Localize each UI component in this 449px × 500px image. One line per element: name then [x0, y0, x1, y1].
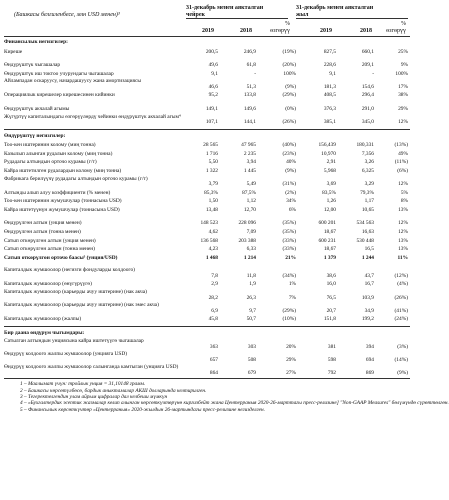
table-row [4, 91, 410, 100]
quarter-header: 31-декабрь менен аякталган чейрек [186, 5, 264, 18]
row-value: 7,8 [211, 273, 218, 280]
quarter-header-rule [186, 18, 288, 19]
row-value: 1,50 [208, 198, 218, 205]
row-value: 1 716 [205, 150, 218, 157]
row-value: 133,8 [243, 92, 256, 99]
row-value: 20% [286, 343, 296, 350]
row-label: Операциялык кирешелер кирешесинен кийинки [4, 92, 115, 99]
row-value: 7% [288, 294, 296, 301]
table-row [4, 254, 410, 263]
row-value: 21% [285, 254, 296, 261]
row-value: 660,1 [361, 48, 374, 55]
row-label: Айлампадан оскаруусу, начардашуусу жана амортизациясы [4, 78, 141, 85]
row-value: 530 448 [356, 237, 374, 244]
row-value: 679 [247, 369, 256, 376]
table-row [4, 189, 410, 198]
row-value: 228,6 [323, 62, 336, 69]
row-value: - [372, 70, 374, 77]
year-header: 31-декабрь менен аякталган жыл [296, 5, 374, 18]
row-value: (19%) [282, 48, 296, 55]
row-value: 1,12 [246, 198, 256, 205]
row-label: Сатылган алтындын унциясына кайра иштетүүгө чыгашалар [4, 338, 144, 345]
table-row [4, 176, 410, 189]
row-label: Капиталдык жумшоолор (карьерды ачуу иштерине) (нак эмес акча) [4, 302, 159, 308]
footnote: 2 – Башкасы көрсөтүлбөсө, бардык аныктамалар АКШ долларында келтирилген. [20, 387, 207, 394]
row-label: Кайра иштетүүнүн жумушчулар (тоннасына USD) [4, 206, 120, 213]
section-divider [4, 326, 410, 327]
row-label: Өндүрүү колдоого жалпы жумшоолор (унцияга USD) [4, 351, 128, 358]
row-label: Алтынды алып алуу коэффициенти (% менен) [4, 189, 111, 196]
section-title [4, 38, 410, 47]
row-value: (34%) [282, 273, 296, 280]
table-row [4, 158, 410, 167]
row-label: Казылып алынган рудалын колому (миң тонна) [4, 150, 113, 157]
col-pct-y: % өзгөрүү [386, 21, 406, 34]
row-label: Тоо-кен иштеринин жумушчулар (тоннасына USD) [4, 198, 122, 205]
row-value: (26%) [394, 294, 408, 301]
row-value: - [254, 70, 256, 77]
row-value: 200,5 [205, 48, 218, 55]
row-value: 8% [400, 198, 408, 205]
row-value: 7,356 [361, 150, 374, 157]
row-value: 345,0 [361, 119, 374, 126]
row-value: 144,1 [243, 119, 256, 126]
table-row [4, 206, 410, 215]
row-value: 148 523 [200, 220, 218, 227]
row-value: 408,5 [323, 92, 336, 99]
row-value: (41%) [394, 307, 408, 314]
row-value: 363 [209, 343, 218, 350]
row-value: 9% [400, 62, 408, 69]
row-value: 2,91 [326, 159, 336, 166]
row-value: 13% [398, 206, 408, 213]
table-row [4, 48, 410, 57]
row-value: 199,2 [361, 316, 374, 322]
row-value: 13,48 [205, 206, 218, 213]
row-value: 827,5 [323, 48, 336, 55]
row-value: 296,4 [361, 92, 374, 99]
table-row [4, 302, 410, 315]
row-value: 45,8 [208, 316, 218, 322]
row-value: 534 563 [356, 220, 374, 227]
row-value: 209,1 [361, 62, 374, 69]
section-title-text: Өндүрүштүү негизгилер: [4, 132, 66, 139]
row-label: Өндүрүлгөн алтын (унция менен) [4, 220, 82, 227]
row-value: 1 445 [243, 168, 256, 174]
row-value: 61,8 [246, 62, 256, 69]
row-value: (26%) [282, 119, 296, 126]
row-value: 5,968 [323, 168, 336, 174]
row-value: 16,7 [364, 281, 374, 288]
row-value: 394 [365, 343, 374, 350]
header-rule [4, 36, 410, 37]
table-row [4, 289, 410, 302]
row-value: (3%) [397, 343, 408, 350]
footnote: 1 – Маалымат үчүн: тройлык унция = 31,10148 грамм. [20, 381, 146, 388]
row-value: 100% [395, 70, 408, 77]
row-label: Өндүрүү колдоого жалпы жумшоолор салынганда камтыган (унцияга USD) [4, 364, 179, 371]
row-value: 10,65 [361, 206, 374, 213]
row-value: 103,9 [361, 294, 374, 301]
row-value: (33%) [282, 246, 296, 253]
row-value: 13% [398, 246, 408, 253]
row-value: 49,6 [208, 62, 218, 69]
row-value: 3,26 [364, 159, 374, 166]
row-value: 508 [247, 356, 256, 363]
row-value: 3,69 [326, 181, 336, 188]
row-value: 16,5 [364, 246, 374, 253]
row-value: 18,67 [323, 229, 336, 235]
row-value: 2 235 [243, 150, 256, 157]
row-value: 6,325 [361, 168, 374, 174]
row-value: (6%) [397, 168, 408, 174]
row-value: 20,7 [326, 307, 336, 314]
table-row [4, 141, 410, 150]
row-value: 864 [209, 369, 218, 376]
row-label: Киреше [4, 48, 23, 55]
row-value: (11%) [394, 159, 408, 166]
row-value: (13%) [394, 142, 408, 149]
row-label: Рудадагы алтындын орточо курамы (г/т) [4, 159, 97, 166]
table-row [4, 364, 410, 377]
col-year-2018-q: 2018 [240, 28, 252, 34]
row-value: 1% [288, 281, 296, 288]
row-value: 151,8 [323, 316, 336, 322]
row-value: 25% [398, 48, 408, 55]
col-year-2019-y: 2019 [320, 28, 332, 34]
row-value: 46,6 [208, 84, 218, 91]
row-value: (23%) [282, 150, 296, 157]
row-value: 6% [288, 206, 296, 213]
row-value: 49% [398, 150, 408, 157]
row-value: 27% [286, 369, 296, 376]
row-value: 12% [398, 181, 408, 188]
row-label: Капиталдык жумшоолор (карьерды ачуу иштерине) (нак акча) [4, 289, 147, 295]
row-value: 50,7 [246, 316, 256, 322]
col-pct-q: % өзгөрүү [270, 21, 290, 34]
row-value: 76,5 [326, 294, 336, 301]
row-value: 1,26 [326, 198, 336, 205]
row-value: 694 [365, 356, 374, 363]
row-value: 376,3 [323, 106, 336, 112]
row-value: 246,9 [243, 48, 256, 55]
row-label: Кайра иштетилген рудалардын колому (миң тонна) [4, 168, 122, 174]
row-value: 291,0 [361, 106, 374, 112]
row-label: Капиталдык жумшоолор (негизги фондуларды колдоого) [4, 267, 135, 274]
row-value: 38% [398, 92, 408, 99]
row-value: 17% [398, 84, 408, 91]
row-value: 34,9 [364, 307, 374, 314]
row-value: 203 388 [238, 237, 256, 244]
row-value: 10,970 [321, 150, 336, 157]
row-value: 6,9 [211, 307, 218, 314]
table-row [4, 267, 410, 280]
table-row [4, 78, 410, 91]
table-row [4, 351, 410, 364]
row-value: (4%) [397, 281, 408, 288]
row-value: 600 231 [318, 237, 336, 244]
row-value: 6,33 [246, 246, 256, 253]
table-row [4, 315, 410, 324]
row-value: (20%) [282, 62, 296, 69]
row-value: 180,331 [356, 142, 374, 149]
row-value: 3,29 [364, 181, 374, 188]
section-title [4, 329, 410, 338]
row-label: Сатып откөрүлгөн алтын (унция менен) [4, 237, 96, 244]
row-value: 29% [398, 106, 408, 112]
table-row [4, 197, 410, 206]
row-value: (35%) [282, 220, 296, 227]
row-value: 1 214 [243, 254, 256, 261]
row-label: Фабрикага берилүүчү рудадагы алтындын орточо курамы (г/т) [4, 175, 148, 182]
row-value: 156,439 [318, 142, 336, 149]
row-value: 181,3 [323, 84, 336, 91]
row-value: 12,00 [323, 206, 336, 213]
row-value: 28 565 [203, 142, 218, 149]
row-value: 1 468 [205, 254, 218, 261]
row-value: 38,6 [326, 273, 336, 280]
row-value: 87,5% [242, 189, 256, 196]
row-label: Жүгүртүү капиталындагы өзгөрүүлөрдү чейинки өндүрүштүк акчалай агым⁴ [4, 113, 181, 120]
row-value: (9%) [285, 168, 296, 174]
col-year-2018-y: 2018 [360, 28, 372, 34]
row-value: 11% [397, 254, 408, 261]
row-value: 95,2 [208, 92, 218, 99]
row-value: (14%) [394, 356, 408, 363]
row-value: 100% [283, 70, 296, 77]
row-value: 40% [286, 159, 296, 166]
row-value: 792 [327, 369, 336, 376]
table-row [4, 105, 410, 114]
row-value: (35%) [282, 229, 296, 235]
table-row [4, 237, 410, 246]
row-value: 12% [398, 220, 408, 227]
row-value: 1 244 [361, 254, 374, 261]
row-label: Өндүрүштүк чыгашалар [4, 62, 61, 69]
row-value: (31%) [282, 181, 296, 188]
row-value: 385,1 [323, 119, 336, 126]
row-value: 51,3 [246, 84, 256, 91]
row-value: 11,8 [246, 273, 256, 280]
row-label: Өндүрүштүк иш токтоо учурундагы чыгашалар [4, 70, 114, 77]
row-value: 4,62 [208, 229, 218, 235]
row-value: 381 [327, 343, 336, 350]
row-value: 1,17 [364, 198, 374, 205]
table-row [4, 61, 410, 70]
row-value: 12% [398, 229, 408, 235]
row-label: Сатып откөрүлгөн орточо баасы⁵ (унция/USD) [4, 254, 118, 261]
row-value: 18,67 [323, 246, 336, 253]
row-value: 136 568 [200, 237, 218, 244]
row-value: 34% [286, 198, 296, 205]
row-value: 149,1 [205, 106, 218, 112]
table-end-rule [4, 378, 410, 379]
row-value: (24%) [394, 316, 408, 322]
row-label: Өндүрүлгөн алтын (тонна менен) [4, 229, 81, 235]
row-value: 5,50 [208, 159, 218, 166]
row-value: 228 096 [238, 220, 256, 227]
row-value: 9,1 [329, 70, 336, 77]
row-value: 79,3% [360, 189, 374, 196]
row-value: 3,94 [246, 159, 256, 166]
row-value: 4,23 [208, 246, 218, 253]
row-value: 7,09 [246, 229, 256, 235]
table-row [4, 150, 410, 159]
row-value: 303 [247, 343, 256, 350]
row-value: 12% [398, 119, 408, 126]
row-value: (2%) [285, 189, 296, 196]
row-label: Өндүрүштүк акчалай агымы [4, 106, 70, 112]
row-value: 2,9 [211, 281, 218, 288]
section-title [4, 132, 410, 141]
row-label: Тоо-кен иштеринин колому (миң тонна) [4, 142, 96, 149]
row-value: 29% [286, 356, 296, 363]
row-value: 83,5% [322, 189, 336, 196]
row-label: Сатып откөрүлгөн алтын (тонна менен) [4, 246, 95, 253]
row-value: 47 965 [241, 142, 256, 149]
col-year-2019-q: 2019 [202, 28, 214, 34]
table-row [4, 228, 410, 237]
row-value: 9,7 [249, 307, 256, 314]
row-value: (40%) [282, 142, 296, 149]
row-value: 26,3 [246, 294, 256, 301]
footnote: 3 – Тегеректелгендин улам айрым цифралар дал келбеши мүмкүн [20, 394, 168, 400]
table-row [4, 338, 410, 351]
row-value: 16,0 [326, 281, 336, 288]
row-value: 5,49 [246, 181, 256, 188]
row-value: 154,6 [361, 84, 374, 91]
row-value: 5% [400, 189, 408, 196]
row-value: 1 379 [323, 254, 336, 261]
row-value: 85,3% [204, 189, 218, 196]
section-title-text: Бир даана өндүрүм чыгымдары: [4, 329, 85, 336]
row-value: (12%) [394, 273, 408, 280]
section-divider [4, 129, 410, 130]
row-value: (9%) [285, 84, 296, 91]
row-value: 12,70 [243, 206, 256, 213]
row-value: 3,79 [208, 181, 218, 188]
row-value: (10%) [282, 316, 296, 322]
row-value: 149,6 [243, 106, 256, 112]
row-value: (29%) [282, 92, 296, 99]
row-value: 1,9 [249, 281, 256, 288]
row-value: 107,1 [205, 119, 218, 126]
row-value: (9%) [397, 369, 408, 376]
row-value: 16,63 [361, 229, 374, 235]
row-value: 13% [398, 237, 408, 244]
row-value: 43,7 [364, 273, 374, 280]
row-value: 600 201 [318, 220, 336, 227]
row-value: 598 [327, 356, 336, 363]
table-row [4, 245, 410, 254]
row-value: (33%) [282, 237, 296, 244]
row-value: 9,1 [211, 70, 218, 77]
footnote: 4 – «Бухгалтердик эсептик жазмалар келип алынган көрсөткүчтөрүнө киргизбейт жана Центерраныя 2020-26-марттагы пресс-релизине] "Non-GAAP Measures" бөлүмүндө сүрөттөлгөн. [20, 400, 449, 407]
unit-note: (Башкасы белгиленбесе, млн USD менен)³ [14, 12, 120, 18]
table-row [4, 219, 410, 228]
table-row [4, 114, 410, 127]
row-label: Капиталдык жумшоолор (жалпы) [4, 316, 82, 322]
row-value: 28,2 [208, 294, 218, 301]
table-row [4, 280, 410, 289]
row-label: Капиталдык жумшоолор (өнүгүрүүгө) [4, 281, 92, 288]
table-row [4, 167, 410, 176]
row-value: 1 322 [205, 168, 218, 174]
row-value: 869 [365, 369, 374, 376]
row-value: (0%) [285, 106, 296, 112]
year-header-rule [296, 18, 408, 19]
section-title-text: Финансылык негизгилер: [4, 39, 68, 45]
row-value: 657 [209, 356, 218, 363]
row-value: (29%) [282, 307, 296, 314]
footnote: 5 – Финансылык көрсөткүчтөр «Центерраныя» 2020-жылдын 26-мартындагы пресс-релизине негизделген. [20, 406, 265, 413]
